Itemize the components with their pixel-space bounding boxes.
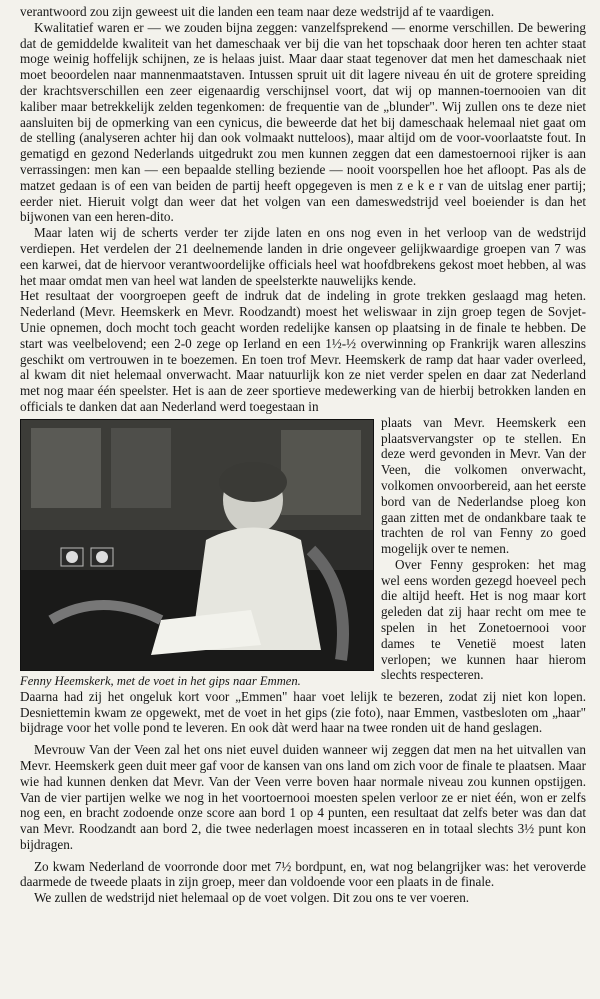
photo-illustration [21, 420, 373, 670]
photo-caption: Fenny Heemskerk, met de voet in het gips naar Emmen. [20, 673, 301, 688]
paragraph-2: Kwalitatief waren er — we zouden bijna zeggen: vanzelfsprekend — enorme verschillen. De bewering dat de gemiddelde kwaliteit van het dameschaak ver bij die van het topschaak door heren ten achter staat moge weinig hoffelijk schijnen, ze is helaas juist. Maar daar staat tegenover dat men het dameschaak niet moet beoordelen naar mannenmaatstaven. Intussen spruit uit dit lagere niveau én uit de grotere spreiding der krachtsverschillen een zeer eigenaardig verschijnsel voort, dat wij op mannen-toernooien van dit kaliber maar betrekkelijk zelden tegenkomen: de frequentie van de „blunder". Wij zullen ons te deze niet aansluiten bij de opmerking van een cynicus, die beweerde dat het bij dameschaak helemaal niet gaat om de stelling (analyseren achter hij dan ook volmaakt nutteloos), maar altijd om de voor-voorlaatste fout. In gematigd en gezond Nederlands uitgedrukt zou men kunnen zeggen dat een damestoernooi rijker is aan verrassingen: men kan — een bepaalde stelling beziende — nooit voorspellen hoe het afloopt. Pas als de matzet gedaan is of een van beiden de partij heeft opgegeven is men z e k e r van de uitslag ener partij; eerder niet. Hieruit volgt dan weer dat het volgen van een dameswedstrijd veel boeiender is dan het bijwonen van een heren-dito. [20, 19, 586, 225]
paragraph-6: Mevrouw Van der Veen zal het ons niet euvel duiden wanneer wij zeggen dat men na het uitvallen van Mevr. Heemskerk geen duit meer gaf voor de kansen van ons land om zich voor de finale te plaatsen. Maar wie had kunnen denken dat Mevr. Van der Veen verre boven haar normale niveau zou kunnen opstijgen. Van de vier partijen welke we nog in het voortoernooi moesten spelen verloor ze er niet één, won er zelfs nog een, en bracht zodoende onze score aan bord 1 op 4 punten, een resultaat dat zelfs beter was dan dat van Mevr. Roodzandt aan bord 2, die twee nederlagen moest incasseren en in totaal slechts 3½ punt kon bijdragen. [20, 742, 586, 852]
paragraph-7: Zo kwam Nederland de voorronde door met 7½ bordpunt, en, wat nog belangrijker was: het veroverde daarmede de tweede plaats in zijn groep, meer dan voldoende voor een plaats in de finale. [20, 858, 586, 890]
paragraph-8: We zullen de wedstrijd niet helemaal op de voet volgen. Dit zou ons te ver voeren. [34, 890, 470, 906]
figure-wrap [20, 415, 586, 689]
side-column [381, 415, 586, 689]
paragraph-5: Daarna had zij het ongeluk kort voor „Emmen" haar voet lelijk te bezeren, zodat zij niet kon lopen. Desniettemin kwam ze opgewekt, met de voet in het gips (zie foto), naar Emmen, vastbesloten om „haar" bijdrage voor het volle pond te leveren. En ook dàt werd haar na twee ronden uit de hand geslagen. [20, 688, 586, 736]
photo-fenny-heemskerk [20, 419, 374, 671]
side-paragraph-1: plaats van Mevr. Heemskerk een plaatsvervangster op te stellen. En deze werd gevonden in Mevr. Van der Veen, die volkomen onverwacht, volkomen onvoorbereid, aan het eerste bord van de Nederlandse ploeg kon gaan zitten met de ondankbare taak te trachten de rol van Fenny zo goed mogelijk over te nemen. [381, 414, 586, 557]
paragraph-4: Het resultaat der voorgroepen geeft de indruk dat de indeling in grote trekken geslaagd mag heten. Nederland (Mevr. Heemskerk en Mevr. Roodzandt) moest het weliswaar in zijn groep tegen de Sovjet-Unie opnemen, doch mocht toch geacht worden redelijke kansen op plaatsing in de finale te hebben. De start was veelbelovend; een 2-0 zege op Ierland en een 1½-½ overwinning op Frankrijk waren alleszins geschikt om vertrouwen in te boezemen. En toen trof Mevr. Heemskerk de ramp dat haar vader overleed, al kwam dit niet helemaal onverwacht. Maar natuurlijk kon ze niet verder spelen en daar zat Nederland met nog maar één speelster. Het is aan de zeer sportieve medewerking van de hierbij betrokken landen en officials te danken dat aan Nederland werd toegestaan in [20, 288, 586, 414]
figure [20, 419, 372, 689]
paragraph-1: verantwoord zou zijn geweest uit die landen een team naar deze wedstrijd af te vaardigen. [20, 4, 495, 19]
paragraph-3: Maar laten wij de scherts verder ter zijde laten en ons nog even in het verloop van de wedstrijd verdiepen. Het verdelen der 21 deelnemende landen in drie ongeveer gelijkwaardige groepen van 7 was een karwei, dat de hiervoor verantwoordelijke officials heel wat hoofdbrekens gekost moet hebben, al was het maar omdat men van heel wat landen de speelsterkte nauwelijks kende. [20, 225, 586, 288]
side-paragraph-2: Over Fenny gesproken: het mag wel eens worden gezegd hoeveel pech die altijd heeft. Het is nog maar kort geleden dat zij haar recht om mee te spelen in het Zonetoernooi voor dames te Venetië moest laten verlopen; we kunnen haar hierom slechts respecteren. [381, 556, 586, 683]
